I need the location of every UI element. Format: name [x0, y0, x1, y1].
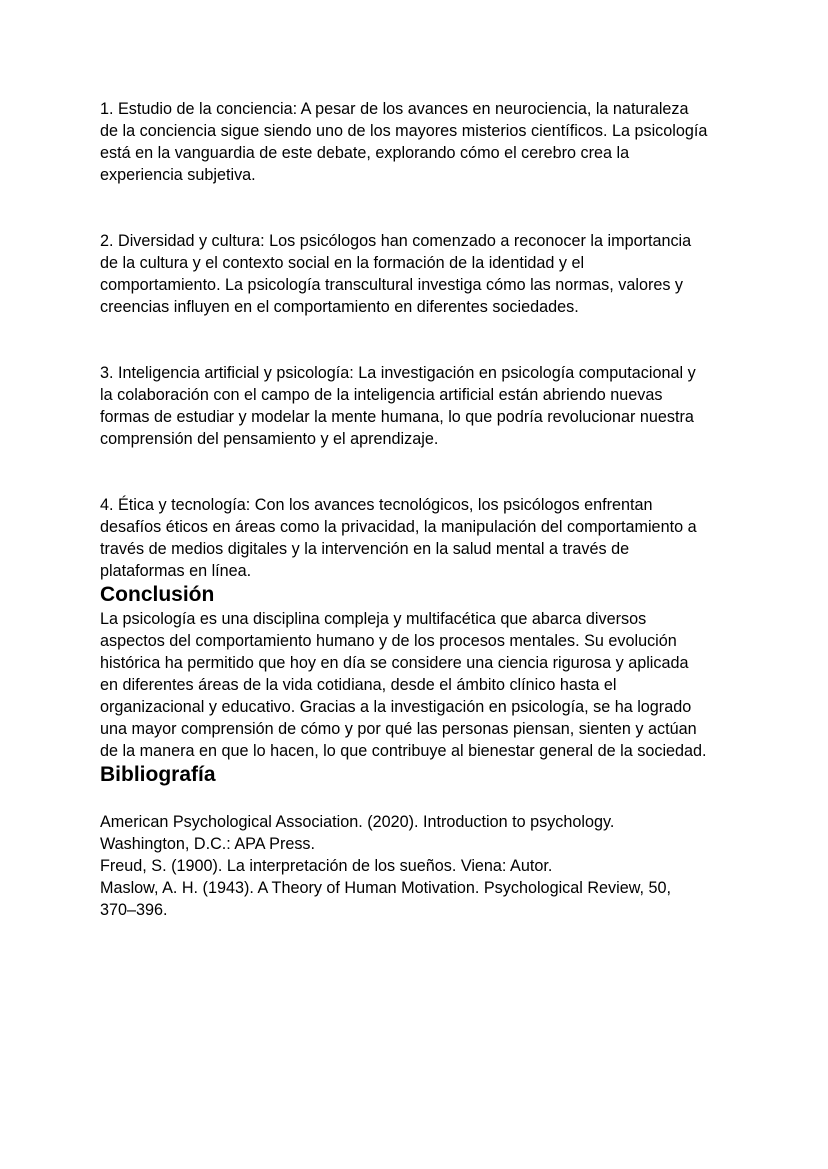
list-item-ethics-technology: [100, 494, 740, 582]
list-item-diversity-culture: [100, 230, 740, 318]
conclusion-body: La psicología es una disciplina compleja y multifacética que abarca diversos aspectos del comportamiento humano y de los procesos mentales. Su evolución histórica ha permitido que hoy en día se considere una ciencia rigurosa y aplicada en diferentes áreas de la vida cotidiana, desde el ámbito clínico hasta el organizacional y educativo. Gracias a la investigación en psicología, se ha logrado una mayor comprensión de cómo y por qué las personas piensan, sienten y actúan de la manera en que lo hacen, lo que contribuye al bienestar general de la sociedad.: [100, 610, 707, 760]
conclusion-section: [100, 582, 740, 762]
document-page: [100, 98, 740, 921]
conclusion-heading: Conclusión: [100, 583, 215, 606]
bibliography-entry: American Psychological Association. (2020). Introduction to psychology. Washington, D.C.: APA Press.: [100, 813, 615, 853]
bibliography-list: [100, 811, 740, 921]
list-item-consciousness: [100, 98, 740, 186]
list-item-ai-psychology: [100, 362, 740, 450]
bibliography-entry: Freud, S. (1900). La interpretación de los sueños. Viena: Autor.: [100, 857, 553, 875]
list-item-text: 3. Inteligencia artificial y psicología: La investigación en psicología computacional y la colaboración con el campo de la inteligencia artificial están abriendo nuevas formas de estudiar y modelar la mente humana, lo que podría revolucionar nuestra comprensión del pensamiento y el aprendizaje.: [100, 364, 696, 448]
list-item-text: 4. Ética y tecnología: Con los avances tecnológicos, los psicólogos enfrentan desafíos éticos en áreas como la privacidad, la manipulación del comportamiento a través de medios digitales y la intervención en la salud mental a través de plataformas en línea.: [100, 496, 697, 580]
list-item-text: 1. Estudio de la conciencia: A pesar de los avances en neurociencia, la naturaleza de la conciencia sigue siendo uno de los mayores misterios científicos. La psicología está en la vanguardia de este debate, explorando cómo el cerebro crea la experiencia subjetiva.: [100, 100, 708, 184]
bibliography-entry: Maslow, A. H. (1943). A Theory of Human Motivation. Psychological Review, 50, 370–396.: [100, 879, 672, 919]
list-item-text: 2. Diversidad y cultura: Los psicólogos han comenzado a reconocer la importancia de la cultura y el contexto social en la formación de la identidad y el comportamiento. La psicología transcultural investiga cómo las normas, valores y creencias influyen en el comportamiento en diferentes sociedades.: [100, 232, 692, 316]
bibliography-heading: Bibliografía: [100, 763, 216, 786]
bibliography-section: [100, 762, 740, 921]
